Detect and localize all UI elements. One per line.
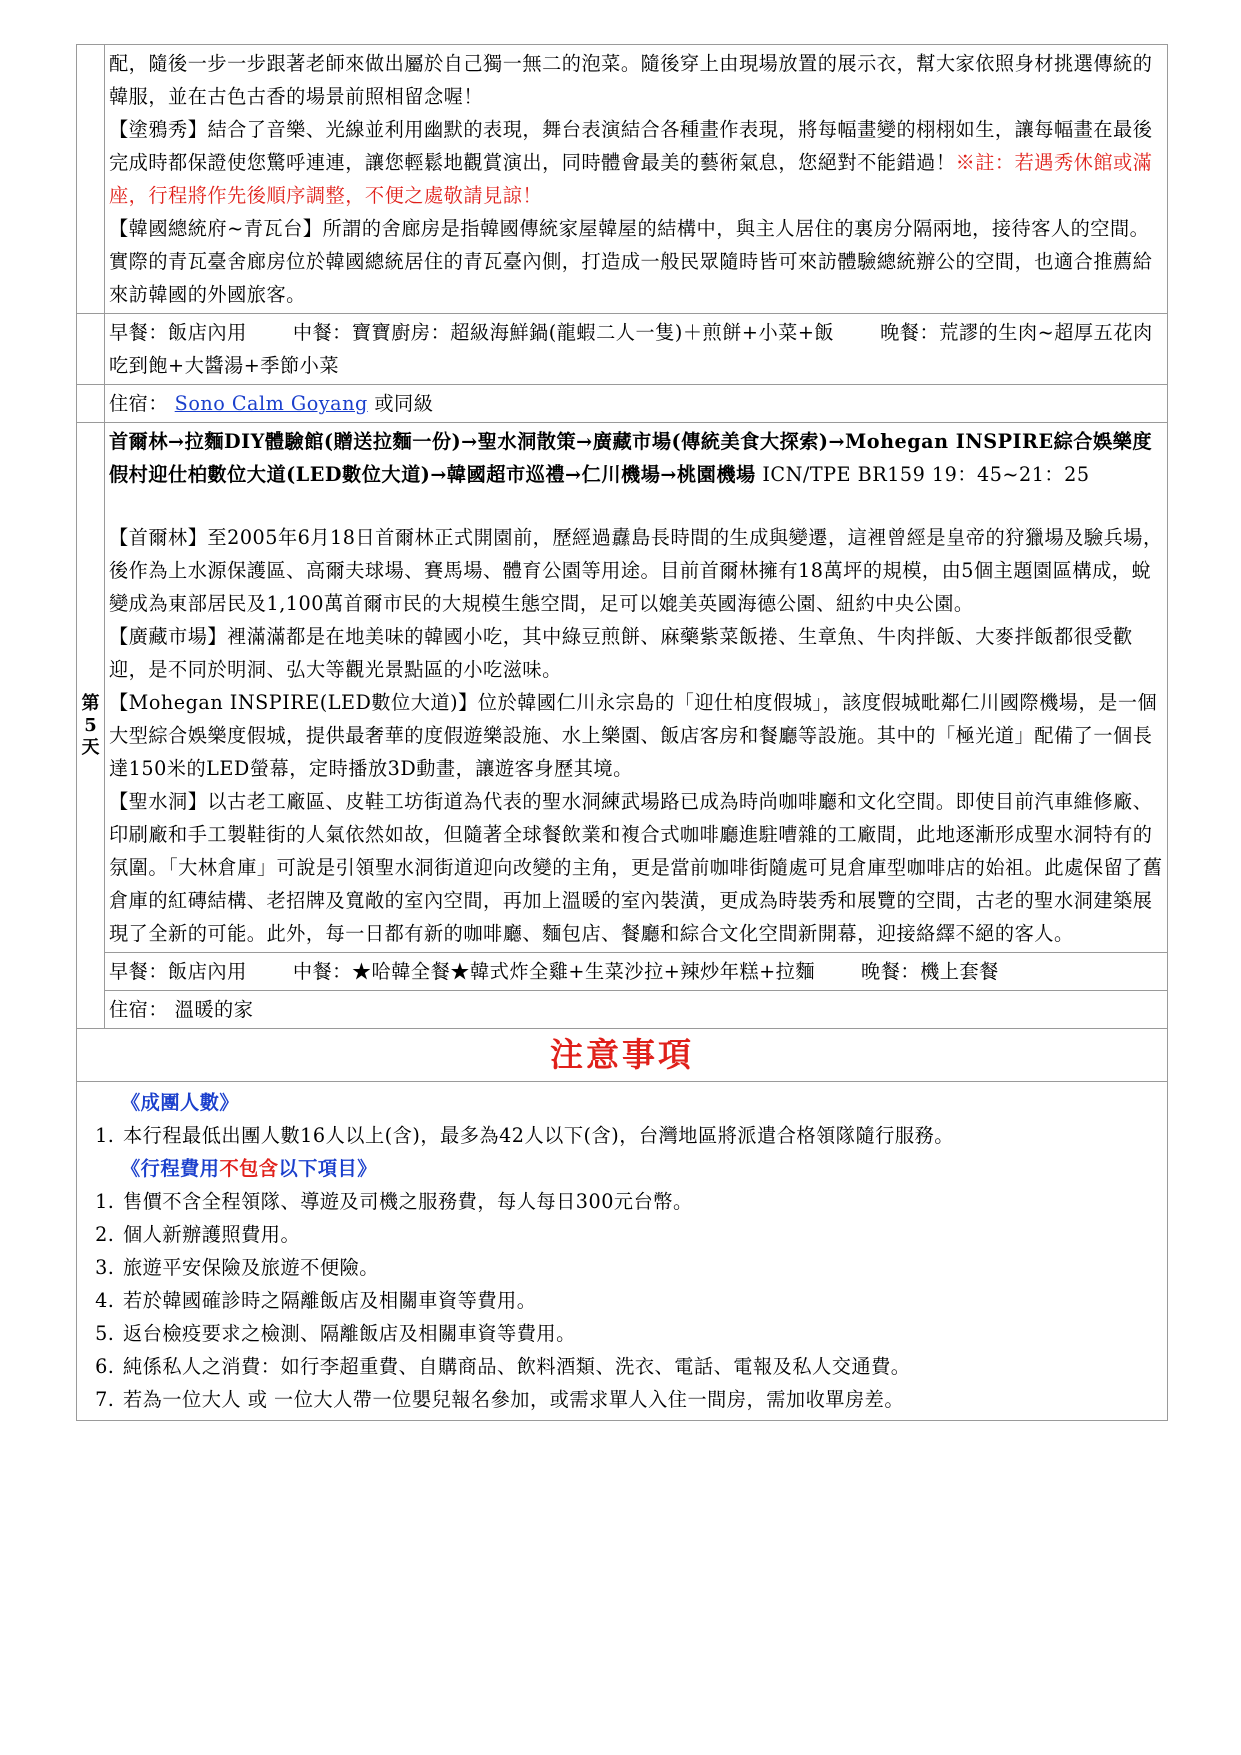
day4-breakfast: 早餐：飯店內用 [109, 321, 247, 344]
painting-show-label: 【塗鴉秀】 [109, 118, 208, 141]
day5-description-cell [105, 423, 1168, 953]
day5-breakfast: 早餐：飯店內用 [109, 960, 247, 983]
list-item: 4. 若於韓國確診時之隔離飯店及相關車資等費用。 [121, 1284, 1161, 1317]
gwangjang-market-paragraph: 【廣藏市場】裡滿滿都是在地美味的韓國小吃，其中綠豆煎餅、麻藥紫菜飯捲、生章魚、牛肉拌飯、大麥拌飯都很受歡迎，是不同於明洞、弘大等觀光景點區的小吃滋味。 [109, 625, 1133, 681]
day4-meals [105, 314, 1167, 384]
day4-description-cell [105, 45, 1168, 314]
group-size-list [81, 1119, 1161, 1152]
day4-lunch: 中餐：寶寶廚房：超級海鮮鍋(龍蝦二人一隻)＋煎餅+小菜+飯 [292, 321, 835, 344]
painting-show-text: 結合了音樂、光線並利用幽默的表現，舞台表演結合各種畫作表現，將每幅畫變的栩栩如生，讓每幅畫在最後完成時都保證使您驚呼連連，讓您輕鬆地觀賞演出，同時體會最美的藝術氣息，您絕對不能錯過！ [109, 118, 1153, 174]
painting-show-note: ※註：若遇秀休館或滿座，行程將作先後順序調整，不便之處敬請見諒！ [109, 151, 1153, 207]
painting-show-paragraph [109, 113, 1163, 212]
day4-dinner: 晚餐：荒謬的生肉~超厚五花肉吃到飽+大醬湯+季節小菜 [109, 321, 1153, 377]
blue-house-label: 【韓國總統府~青瓦台】 [109, 217, 323, 240]
blue-house-paragraph [109, 212, 1163, 311]
day5-description-row [77, 423, 1168, 953]
day5-hotel-name: 溫暖的家 [174, 998, 254, 1021]
notice-title-row [77, 1029, 1168, 1082]
day4-hotel-label: 住宿： [109, 392, 169, 415]
day5-flight-info: ICN/TPE BR159 19：45~21：25 [755, 463, 1090, 486]
day4-day-cell [77, 45, 105, 314]
day5-dinner: 晚餐：機上套餐 [861, 960, 999, 983]
list-item: 1. 本行程最低出團人數16人以上(含)，最多為42人以下(含)，台灣地區將派遣合格領隊隨行服務。 [121, 1119, 1161, 1152]
day4-hotel-link[interactable]: Sono Calm Goyang [174, 392, 368, 415]
day5-route-title: 首爾林→拉麵DIY體驗館(贈送拉麵一份)→聖水洞散策→廣藏市場(傳統美食大探索)→Mohegan INSPIRE綜合娛樂度假村迎仕柏數位大道(LED數位大道)→韓國超市巡禮→仁川機場→桃園機場 ICN/TPE BR159 19：45~21：25 [109, 430, 1153, 486]
day5-hotel-row [77, 991, 1168, 1029]
notice-content-row [77, 1082, 1168, 1421]
day4-hotel-suffix: 或同級 [374, 392, 434, 415]
day4-description-row [77, 45, 1168, 314]
day5-lunch: 中餐：★哈韓全餐★韓式炸全雞+生菜沙拉+辣炒年糕+拉麵 [292, 960, 816, 983]
day4-meals-row [77, 314, 1168, 385]
day4-intro-text: 配，隨後一步一步跟著老師來做出屬於自己獨一無二的泡菜。隨後穿上由現場放置的展示衣，幫大家依照身材挑選傳統的韓服，並在古色古香的場景前照相留念喔！ [109, 52, 1153, 108]
list-item: 2. 個人新辦護照費用。 [121, 1218, 1161, 1251]
list-item: 6. 純係私人之消費：如行李超重費、自購商品、飲料酒類、洗衣、電話、電報及私人交通費。 [121, 1350, 1161, 1383]
itinerary-page [76, 44, 1168, 1421]
day5-meals [105, 953, 1167, 990]
itinerary-table [76, 44, 1168, 1421]
group-size-heading: 《成團人數》 [121, 1091, 240, 1114]
day5-hotel-label: 住宿： [109, 998, 169, 1021]
day5-meals-row [77, 953, 1168, 991]
excluded-costs-list [81, 1185, 1161, 1416]
mohegan-inspire-paragraph: 【Mohegan INSPIRE(LED數位大道)】位於韓國仁川永宗島的「迎仕柏度假城」，該度假城毗鄰仁川國際機場，是一個大型綜合娛樂度假城，提供最奢華的度假遊樂設施、水上樂園、飯店客房和餐廳等設施。其中的「極光道」配備了一個長達150米的LED螢幕，定時播放3D動畫，讓遊客身歷其境。 [109, 691, 1158, 780]
blue-house-text: 所謂的舍廊房是指韓國傳統家屋韓屋的結構中，與主人居住的裏房分隔兩地，接待客人的空間。實際的青瓦臺舍廊房位於韓國總統居住的青瓦臺內側，打造成一般民眾隨時皆可來訪體驗總統辦公的空間，也適合推薦給來訪韓國的外國旅客。 [109, 217, 1153, 306]
day4-hotel [105, 385, 1167, 422]
day5-hotel [105, 991, 1167, 1028]
excluded-costs-heading: 《行程費用不包含以下項目》 [121, 1157, 377, 1180]
list-item: 1. 售價不含全程領隊、導遊及司機之服務費，每人每日300元台幣。 [121, 1185, 1161, 1218]
seongsu-dong-paragraph: 【聖水洞】以古老工廠區、皮鞋工坊街道為代表的聖水洞練武場路已成為時尚咖啡廳和文化空間。即使目前汽車維修廠、印刷廠和手工製鞋街的人氣依然如故，但隨著全球餐飲業和複合式咖啡廳進駐嘈雜的工廠間，此地逐漸形成聖水洞特有的氛圍。「大林倉庫」可說是引領聖水洞街道迎向改變的主角，更是當前咖啡街隨處可見倉庫型咖啡店的始祖。此處保留了舊倉庫的紅磚結構、老招牌及寬敞的室內空間，再加上溫暖的室內裝潢，更成為時裝秀和展覽的空間，古老的聖水洞建築展現了全新的可能。此外，每一日都有新的咖啡廳、麵包店、餐廳和綜合文化空間新開幕，迎接絡繹不絕的客人。 [109, 790, 1163, 945]
list-item: 7. 若為一位大人 或 一位大人帶一位嬰兒報名參加，或需求單人入住一間房，需加收單房差。 [121, 1383, 1161, 1416]
list-item: 5. 返台檢疫要求之檢測、隔離飯店及相關車資等費用。 [121, 1317, 1161, 1350]
day5-day-label: 第 5 天 [77, 423, 105, 1029]
day4-hotel-row [77, 385, 1168, 423]
list-item: 3. 旅遊平安保險及旅遊不便險。 [121, 1251, 1161, 1284]
notice-title: 注意事項 [550, 1035, 694, 1074]
seoul-forest-paragraph: 【首爾林】至2005年6月18日首爾林正式開園前，歷經過纛島長時間的生成與變遷，這裡曾經是皇帝的狩獵場及驗兵場，後作為上水源保護區、高爾夫球場、賽馬場、體育公園等用途。目前首爾林擁有18萬坪的規模，由5個主題園區構成，蛻變成為東部居民及1,100萬首爾市民的大規模生態空間，足可以媲美英國海德公園、紐約中央公園。 [109, 526, 1163, 615]
